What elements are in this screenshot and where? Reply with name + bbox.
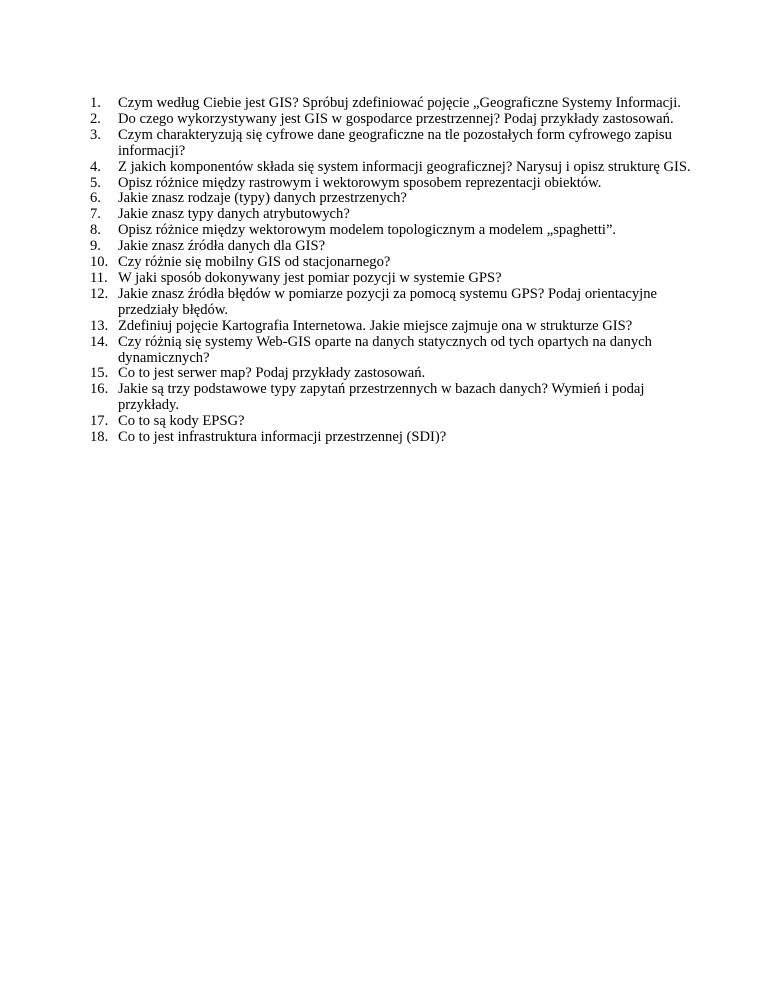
question-number: 16. [90, 381, 109, 398]
question-text: W jaki sposób dokonywany jest pomiar pozycji w systemie GPS? [118, 269, 502, 286]
question-text: Jakie znasz rodzaje (typy) danych przestrzenych? [118, 190, 407, 207]
question-number: 15. [90, 365, 109, 382]
question-number: 4. [90, 158, 101, 175]
question-item [90, 366, 700, 382]
question-text: Co to jest serwer map? Podaj przykłady zastosowań. [118, 365, 426, 382]
question-number: 5. [90, 174, 101, 191]
question-item [90, 430, 700, 446]
question-number: 9. [90, 238, 101, 255]
question-item [90, 223, 700, 239]
question-list [90, 96, 700, 446]
question-number: 3. [90, 126, 101, 143]
question-text: Czy różnie się mobilny GIS od stacjonarnego? [118, 254, 391, 271]
question-number: 17. [90, 413, 109, 430]
question-number: 11. [90, 269, 108, 286]
question-item [90, 414, 700, 430]
question-item [90, 96, 700, 112]
question-text: Jakie znasz typy danych atrybutowych? [118, 206, 350, 223]
question-number: 13. [90, 317, 109, 334]
question-text: Co to jest infrastruktura informacji przestrzennej (SDI)? [118, 429, 447, 446]
question-item [90, 207, 700, 223]
question-number: 8. [90, 222, 101, 239]
question-text: Czy różnią się systemy Web-GIS oparte na danych statycznych od tych opartych na danych dynamicznych? [118, 333, 652, 366]
question-text: Opisz różnice między rastrowym i wektorowym sposobem reprezentacji obiektów. [118, 174, 602, 191]
question-text: Czym charakteryzują się cyfrowe dane geograficzne na tle pozostałych form cyfrowego zapisu informacji? [118, 126, 672, 159]
question-item [90, 191, 700, 207]
question-text: Z jakich komponentów składa się system informacji geograficznej? Narysuj i opisz strukturę GIS. [118, 158, 691, 175]
question-item [90, 128, 700, 160]
question-text: Jakie znasz źródła błędów w pomiarze pozycji za pomocą systemu GPS? Podaj orientacyjne przedziały błędów. [118, 285, 657, 318]
question-number: 18. [90, 429, 109, 446]
question-number: 7. [90, 206, 101, 223]
question-number: 12. [90, 285, 109, 302]
question-item [90, 239, 700, 255]
question-number: 6. [90, 190, 101, 207]
question-item [90, 255, 700, 271]
question-item [90, 271, 700, 287]
question-text: Do czego wykorzystywany jest GIS w gospodarce przestrzennej? Podaj przykłady zastosowań. [118, 110, 674, 127]
question-text: Jakie znasz źródła danych dla GIS? [118, 238, 326, 255]
question-number: 2. [90, 110, 101, 127]
question-item [90, 176, 700, 192]
question-item [90, 160, 700, 176]
question-item [90, 319, 700, 335]
question-item [90, 112, 700, 128]
question-item [90, 335, 700, 367]
question-text: Opisz różnice między wektorowym modelem topologicznym a modelem „spaghetti”. [118, 222, 617, 239]
question-item [90, 382, 700, 414]
question-number: 1. [90, 95, 101, 111]
question-text: Co to są kody EPSG? [118, 413, 245, 430]
question-text: Czym według Ciebie jest GIS? Spróbuj zdefiniować pojęcie „Geograficzne Systemy Informacji. [118, 95, 681, 111]
question-text: Zdefiniuj pojęcie Kartografia Internetowa. Jakie miejsce zajmuje ona w strukturze GIS? [118, 317, 633, 334]
question-number: 10. [90, 254, 109, 271]
question-item [90, 287, 700, 319]
question-number: 14. [90, 333, 109, 350]
question-text: Jakie są trzy podstawowe typy zapytań przestrzennych w bazach danych? Wymień i podaj przykłady. [118, 381, 645, 414]
